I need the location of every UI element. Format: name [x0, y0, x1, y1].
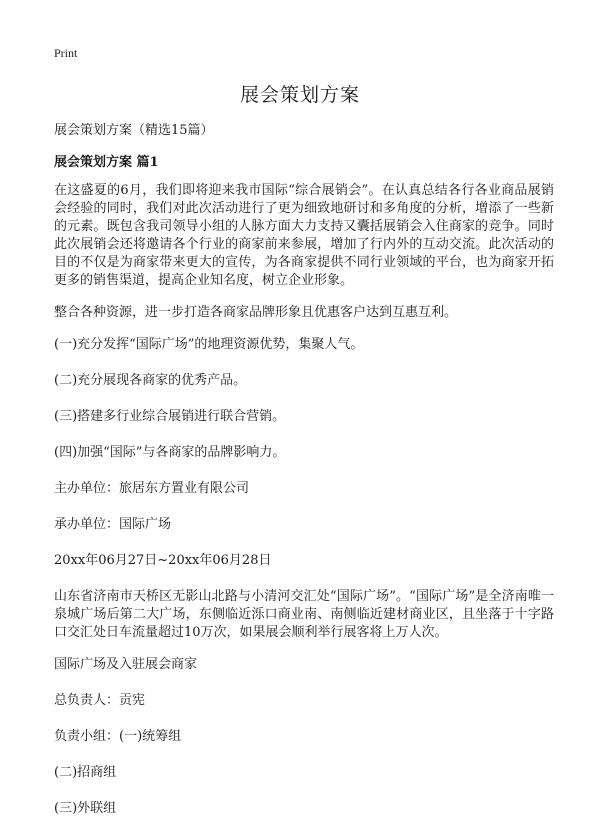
date-line: 20xx年06月27日~20xx年06月28日: [54, 553, 272, 568]
list-item: (三)搭建多行业综合展销进行联合营销。: [54, 409, 286, 424]
list-item: (二)充分展现各商家的优秀产品。: [54, 373, 247, 388]
page-title: 展会策划方案: [239, 84, 360, 106]
co-organizer-line: 承办单位：国际广场: [54, 517, 172, 532]
location-paragraph: 山东省济南市天桥区无影山北路与小清河交汇处“国际广场”。“国际广场”是全济南唯一泉城广场后第二大广场，东侧临近泺口商业南、南侧临近建材商业区，且坐落于十字路口交汇处日车流量超过10万次，如果展会顺利举行展客将上万人次。: [54, 589, 554, 640]
list-item: 国际广场及入驻展会商家: [54, 657, 198, 672]
list-item: (三)外联组: [54, 801, 117, 816]
list-item: (一)充分发挥“国际广场”的地理资源优势，集聚人气。: [54, 337, 364, 352]
organizer-line: 主办单位：旅居东方置业有限公司: [54, 481, 250, 496]
goal-paragraph: 整合各种资源，进一步打造各商家品牌形象且优惠客户达到互惠互利。: [54, 305, 458, 320]
document-subtitle: 展会策划方案（精选15篇）: [54, 123, 214, 138]
list-item: 总负责人：贡宪: [54, 693, 146, 708]
section-heading: 展会策划方案 篇1: [54, 155, 159, 170]
list-item: (二)招商组: [54, 765, 117, 780]
list-item: 负责小组：(一)统筹组: [54, 729, 182, 744]
intro-paragraph: 在这盛夏的6月，我们即将迎来我市国际“综合展销会”。在认真总结各行各业商品展销会经验的同时，我们对此次活动进行了更为细致地研讨和多角度的分析，增添了一些新的元素。既包含我司领导小组的人脉方面大力支持又囊括展销会入住商家的竞争。同时此次展销会还将邀请各个行业的商家前来参展，增加了行内外的互动交流。此次活动的目的不仅是为商家带来更大的宣传，为各商家提供不同行业领域的平台，也为商家开拓更多的销售渠道，提高企业知名度，树立企业形象。: [54, 183, 554, 288]
print-link[interactable]: Print: [54, 46, 78, 60]
list-item: (四)加强“国际”与各商家的品牌影响力。: [54, 445, 286, 460]
document-body: [54, 122, 554, 836]
